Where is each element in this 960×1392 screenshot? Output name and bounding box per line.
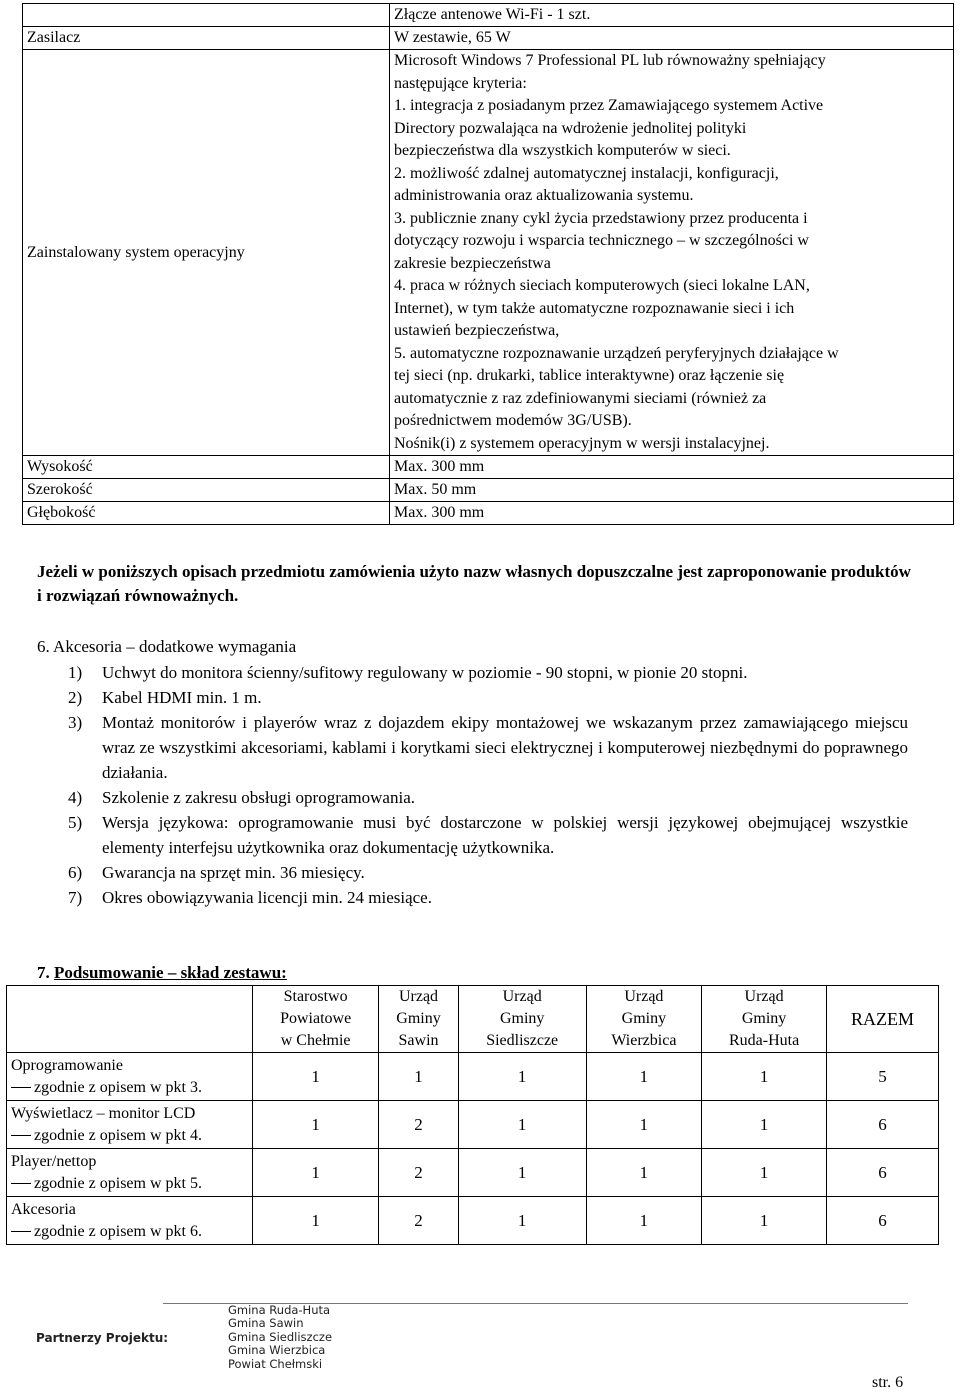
table-cell: 1 (458, 1101, 586, 1149)
os-line: administrowania oraz aktualizowania systemu. (394, 187, 694, 204)
os-requirements (390, 50, 954, 456)
os-line: 1. integracja z posiadanym przez Zamawiającego systemem Active (394, 97, 824, 114)
table-cell: 1 (458, 1053, 586, 1101)
row-label: Wyświetlacz – monitor LCD zgodnie z opisem w pkt 4. (7, 1101, 253, 1149)
spec-row (23, 4, 954, 27)
item-text: Montaż monitorów i playerów wraz z dojazdem ekipy montażowej we wskazanym przez zamawiającego miejscu wraz ze wszystkimi akcesoriami, kablami i korytkami sieci elektrycznej i komputerowej niezbędnymi do poprawnego działania. (102, 713, 908, 782)
item-text: Gwarancja na sprzęt min. 36 miesięcy. (102, 863, 365, 882)
section7-number: 7. (37, 963, 50, 982)
spec-label: Zainstalowany system operacyjny (23, 50, 390, 456)
table-cell: 1 (586, 1197, 702, 1245)
spec-row (23, 502, 954, 525)
row-label: Akcesoria zgodnie z opisem w pkt 6. (7, 1197, 253, 1245)
item-number: 4) (68, 788, 83, 807)
column-header: Starostwo Powiatowe w Chełmie (253, 986, 379, 1053)
list-item (68, 885, 908, 910)
column-header: Urząd Gminy Sawin (379, 986, 459, 1053)
spec-label: Szerokość (23, 479, 390, 502)
list-item (68, 785, 908, 810)
table-row (7, 1197, 939, 1245)
table-row (7, 1053, 939, 1101)
spec-label (23, 4, 390, 27)
item-text: Wersja językowa: oprogramowanie musi być dostarczone w polskiej wersji językowej obejmującej wszystkie elementy interfejsu użytkownika oraz dokumentację użytkownika. (102, 813, 908, 857)
table-cell: 1 (702, 1053, 827, 1101)
table-cell: 1 (253, 1149, 379, 1197)
os-line: pośrednictwem modemów 3G/USB). (394, 412, 632, 429)
row-label: Player/nettop zgodnie z opisem w pkt 5. (7, 1149, 253, 1197)
row-label: Oprogramowanie zgodnie z opisem w pkt 3. (7, 1053, 253, 1101)
spec-label: Zasilacz (23, 27, 390, 50)
list-item (68, 685, 908, 710)
spec-label: Wysokość (23, 456, 390, 479)
os-line: Directory pozwalająca na wdrożenie jednolitej polityki (394, 119, 747, 137)
partners-list (228, 1304, 332, 1371)
list-item (68, 810, 908, 860)
table-cell: 1 (253, 1197, 379, 1245)
column-header: Urząd Gminy Wierzbica (586, 986, 702, 1053)
table-cell: 1 (702, 1197, 827, 1245)
os-line: ustawień bezpieczeństwa, (394, 322, 560, 339)
partner-item: Gmina Siedliszcze (228, 1329, 333, 1344)
os-line: następujące kryteria: (394, 74, 527, 92)
os-line: 2. możliwość zdalnej automatycznej instalacji, konfiguracji, (394, 164, 779, 182)
spec-value: Max. 50 mm (390, 479, 954, 502)
table-cell-total: 6 (826, 1197, 938, 1245)
item-number: 7) (68, 888, 83, 907)
partner-item: Gmina Wierzbica (228, 1343, 326, 1358)
os-line: 4. praca w różnych sieciach komputerowych (sieci lokalne LAN, (394, 277, 810, 294)
spec-value: Max. 300 mm (390, 456, 954, 479)
os-line: automatycznie z raz zdefiniowanymi sieciami (również za (394, 389, 767, 407)
item-text: Szkolenie z zakresu obsługi oprogramowania. (102, 788, 415, 807)
table-cell: 2 (379, 1197, 459, 1245)
list-item (68, 860, 908, 885)
table-cell: 1 (702, 1149, 827, 1197)
corner-cell (7, 986, 253, 1053)
table-cell: 2 (379, 1101, 459, 1149)
section6-list (68, 660, 908, 910)
item-number: 5) (68, 813, 83, 832)
partner-item: Gmina Ruda-Huta (228, 1303, 331, 1317)
os-line: zakresie bezpieczeństwa (394, 254, 551, 272)
spec-row (23, 27, 954, 50)
table-cell-total: 6 (826, 1101, 938, 1149)
os-line: Nośnik(i) z systemem operacyjnym w wersji instalacyjnej. (394, 434, 770, 452)
column-header-total: RAZEM (826, 986, 938, 1053)
table-cell: 1 (458, 1197, 586, 1245)
item-text: Kabel HDMI min. 1 m. (102, 688, 262, 707)
table-cell: 2 (379, 1149, 459, 1197)
table-cell: 1 (458, 1149, 586, 1197)
spec-row (23, 50, 954, 456)
table-cell: 1 (253, 1101, 379, 1149)
item-number: 3) (68, 713, 83, 732)
spec-table (22, 3, 954, 525)
partner-item: Powiat Chełmski (228, 1356, 323, 1371)
summary-header-row (7, 986, 939, 1053)
item-text: Uchwyt do monitora ścienny/sufitowy regulowany w poziomie - 90 stopni, w pionie 20 stopni. (102, 663, 748, 682)
os-line: tej sieci (np. drukarki, tablice interaktywne) oraz łączenie się (394, 367, 785, 384)
os-line: Microsoft Windows 7 Professional PL lub równoważny spełniający (394, 52, 826, 69)
item-number: 6) (68, 863, 83, 882)
spec-value: Max. 300 mm (390, 502, 954, 525)
table-row (7, 1101, 939, 1149)
table-cell-total: 5 (826, 1053, 938, 1101)
spec-row (23, 479, 954, 502)
equivalence-note: Jeżeli w poniższych opisach przedmiotu zamówienia użyto nazw własnych dopuszczalne jest zaproponowanie produktów i rozwiązań równoważnych. (37, 562, 911, 605)
section6-title: 6. Akcesoria – dodatkowe wymagania (37, 637, 297, 656)
table-cell: 1 (253, 1053, 379, 1101)
item-number: 1) (68, 663, 83, 682)
os-line: 5. automatyczne rozpoznawanie urządzeń peryferyjnych działające w (394, 344, 839, 362)
table-row (7, 1149, 939, 1197)
partner-item: Gmina Sawin (228, 1316, 304, 1331)
spec-row (23, 456, 954, 479)
page-number: str. 6 (872, 1374, 904, 1391)
list-item (68, 710, 908, 785)
item-text: Okres obowiązywania licencji min. 24 miesiące. (102, 888, 432, 907)
os-line: 3. publicznie znany cykl życia przedstawiony przez producenta i (394, 209, 808, 227)
spec-value: Złącze antenowe Wi-Fi - 1 szt. (390, 4, 954, 27)
os-line: bezpieczeństwa dla wszystkich komputerów w sieci. (394, 142, 731, 159)
section7-title-text: Podsumowanie – skład zestawu: (54, 963, 287, 982)
table-cell: 1 (702, 1101, 827, 1149)
table-cell: 1 (586, 1149, 702, 1197)
column-header: Urząd Gminy Siedliszcze (458, 986, 586, 1053)
table-cell-total: 6 (826, 1149, 938, 1197)
table-cell: 1 (586, 1053, 702, 1101)
list-item (68, 660, 908, 685)
spec-label: Głębokość (23, 502, 390, 525)
os-line: dotyczący rozwoju i wsparcia technicznego – w szczególności w (394, 232, 809, 249)
table-cell: 1 (379, 1053, 459, 1101)
item-number: 2) (68, 688, 83, 707)
section7-title (37, 962, 287, 984)
summary-table (6, 985, 939, 1245)
spec-value: W zestawie, 65 W (390, 27, 954, 50)
partners-label: Partnerzy Projektu: (36, 1331, 169, 1345)
os-line: Internet), w tym także automatyczne rozpoznawanie sieci i ich (394, 299, 795, 317)
column-header: Urząd Gminy Ruda-Huta (702, 986, 827, 1053)
table-cell: 1 (586, 1101, 702, 1149)
